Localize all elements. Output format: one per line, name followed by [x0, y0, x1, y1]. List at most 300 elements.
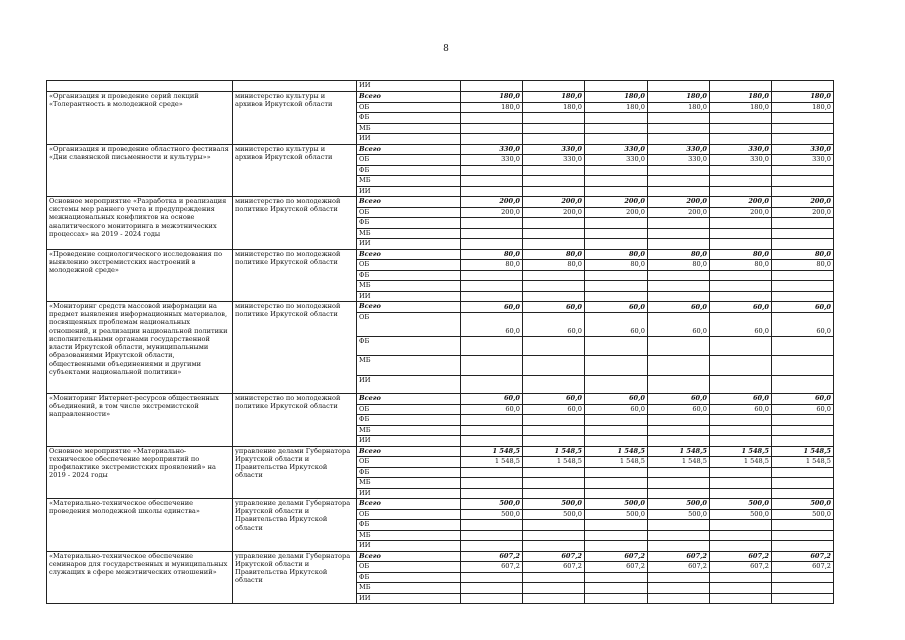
source-cell: ФБ — [357, 467, 461, 478]
value-cell: 330,0 — [648, 155, 710, 166]
value-cell — [461, 520, 523, 531]
value-cell — [648, 239, 710, 250]
value-cell — [648, 520, 710, 531]
value-cell — [648, 572, 710, 583]
value-cell: 607,2 — [585, 551, 648, 562]
value-cell — [648, 186, 710, 197]
value-cell: 60,0 — [648, 302, 710, 313]
value-cell — [648, 541, 710, 552]
value-cell — [523, 415, 585, 426]
table-row — [47, 499, 834, 510]
value-cell — [585, 113, 648, 124]
value-cell — [585, 218, 648, 229]
source-cell: МБ — [357, 583, 461, 594]
value-cell — [461, 81, 523, 92]
value-cell — [461, 572, 523, 583]
value-cell — [648, 165, 710, 176]
source-cell: МБ — [357, 228, 461, 239]
value-cell — [772, 336, 834, 355]
value-cell — [772, 375, 834, 394]
value-cell — [523, 530, 585, 541]
value-cell: 1 548,5 — [523, 457, 585, 468]
value-cell: 1 548,5 — [772, 457, 834, 468]
value-cell — [461, 467, 523, 478]
value-cell: 60,0 — [585, 404, 648, 415]
value-cell — [648, 123, 710, 134]
value-cell — [585, 530, 648, 541]
value-cell: 1 548,5 — [523, 446, 585, 457]
value-cell — [523, 593, 585, 604]
value-cell — [772, 113, 834, 124]
value-cell — [648, 228, 710, 239]
value-cell: 60,0 — [523, 404, 585, 415]
value-cell — [585, 134, 648, 145]
table-row — [47, 81, 834, 92]
value-cell: 500,0 — [523, 499, 585, 510]
source-cell: ФБ — [357, 218, 461, 229]
event-name-cell — [47, 81, 233, 92]
value-cell — [710, 176, 772, 187]
value-cell — [523, 436, 585, 447]
value-cell — [772, 520, 834, 531]
value-cell: 80,0 — [772, 260, 834, 271]
value-cell — [772, 281, 834, 292]
value-cell: 330,0 — [585, 155, 648, 166]
value-cell — [585, 488, 648, 499]
responsible-cell: управление делами Губернатора Иркутской области и Правительства Иркутской области — [233, 551, 357, 604]
value-cell — [461, 375, 523, 394]
value-cell — [461, 583, 523, 594]
value-cell — [585, 467, 648, 478]
value-cell — [772, 593, 834, 604]
value-cell: 330,0 — [648, 144, 710, 155]
responsible-cell: министерство культуры и архивов Иркутской области — [233, 92, 357, 145]
source-cell: ИИ — [357, 186, 461, 197]
source-cell: Всего — [357, 144, 461, 155]
value-cell: 330,0 — [772, 144, 834, 155]
source-cell: ФБ — [357, 520, 461, 531]
table-row — [47, 197, 834, 208]
value-cell: 1 548,5 — [710, 446, 772, 457]
value-cell: 60,0 — [710, 312, 772, 336]
table-row — [47, 551, 834, 562]
value-cell — [710, 81, 772, 92]
value-cell: 500,0 — [772, 499, 834, 510]
source-cell: МБ — [357, 530, 461, 541]
value-cell: 80,0 — [585, 260, 648, 271]
value-cell — [648, 530, 710, 541]
value-cell — [585, 415, 648, 426]
value-cell — [523, 270, 585, 281]
value-cell — [461, 176, 523, 187]
value-cell — [772, 583, 834, 594]
value-cell: 60,0 — [772, 312, 834, 336]
value-cell: 60,0 — [585, 312, 648, 336]
value-cell: 180,0 — [772, 102, 834, 113]
value-cell — [772, 218, 834, 229]
value-cell — [772, 123, 834, 134]
value-cell — [585, 239, 648, 250]
source-cell: ОБ — [357, 207, 461, 218]
value-cell: 60,0 — [585, 394, 648, 405]
value-cell: 200,0 — [461, 207, 523, 218]
value-cell: 200,0 — [648, 207, 710, 218]
value-cell — [585, 291, 648, 302]
value-cell: 60,0 — [523, 302, 585, 313]
responsible-cell: управление делами Губернатора Иркутской области и Правительства Иркутской области — [233, 446, 357, 499]
value-cell: 60,0 — [648, 312, 710, 336]
value-cell — [710, 415, 772, 426]
value-cell — [523, 291, 585, 302]
page-number: 8 — [443, 44, 449, 54]
event-name-cell: Основное мероприятие «Материально-техническое обеспечение мероприятий по профилактике экстремистских проявлений» на 2019 - 2024 годы — [47, 446, 233, 499]
value-cell — [648, 281, 710, 292]
value-cell — [585, 270, 648, 281]
value-cell — [523, 583, 585, 594]
value-cell: 60,0 — [585, 302, 648, 313]
value-cell: 330,0 — [523, 155, 585, 166]
source-cell: ФБ — [357, 336, 461, 355]
value-cell — [461, 291, 523, 302]
value-cell — [585, 228, 648, 239]
value-cell: 200,0 — [523, 207, 585, 218]
value-cell — [461, 541, 523, 552]
table-row — [47, 302, 834, 313]
value-cell — [648, 436, 710, 447]
value-cell — [523, 281, 585, 292]
value-cell — [523, 488, 585, 499]
value-cell: 500,0 — [585, 509, 648, 520]
value-cell: 180,0 — [710, 92, 772, 103]
value-cell — [461, 281, 523, 292]
source-cell: Всего — [357, 394, 461, 405]
value-cell: 200,0 — [772, 197, 834, 208]
table-row — [47, 394, 834, 405]
value-cell: 80,0 — [523, 249, 585, 260]
value-cell — [585, 165, 648, 176]
table-row — [47, 144, 834, 155]
value-cell — [523, 218, 585, 229]
value-cell — [772, 355, 834, 375]
value-cell — [461, 488, 523, 499]
source-cell: ОБ — [357, 260, 461, 271]
value-cell — [710, 488, 772, 499]
value-cell — [710, 355, 772, 375]
value-cell — [772, 425, 834, 436]
event-name-cell: «Материально-техническое обеспечение семинаров для государственных и муниципальных служащих в сфере межэтнических отношений» — [47, 551, 233, 604]
event-name-cell: «Проведение социологического исследования по выявлению экстремистских настроений в молодежной среде» — [47, 249, 233, 302]
value-cell — [648, 134, 710, 145]
value-cell — [772, 530, 834, 541]
value-cell — [523, 123, 585, 134]
value-cell: 80,0 — [710, 249, 772, 260]
value-cell: 60,0 — [772, 394, 834, 405]
source-cell: ИИ — [357, 134, 461, 145]
value-cell — [523, 186, 585, 197]
value-cell: 330,0 — [710, 155, 772, 166]
value-cell: 60,0 — [710, 302, 772, 313]
source-cell: ОБ — [357, 562, 461, 573]
value-cell — [523, 425, 585, 436]
value-cell: 200,0 — [772, 207, 834, 218]
value-cell — [710, 593, 772, 604]
value-cell — [461, 123, 523, 134]
value-cell: 180,0 — [461, 102, 523, 113]
value-cell — [710, 572, 772, 583]
value-cell — [648, 291, 710, 302]
value-cell: 500,0 — [710, 509, 772, 520]
value-cell: 60,0 — [772, 302, 834, 313]
value-cell: 607,2 — [585, 562, 648, 573]
value-cell — [710, 281, 772, 292]
value-cell — [461, 165, 523, 176]
value-cell — [648, 176, 710, 187]
value-cell: 60,0 — [523, 312, 585, 336]
source-cell: ИИ — [357, 593, 461, 604]
value-cell — [710, 336, 772, 355]
event-name-cell: Основное мероприятие «Разработка и реализация системы мер раннего учета и предупреждения межнациональных конфликтов на основе аналитического мониторинга в межэтнических процессах» на 2019 - 2024 годы — [47, 197, 233, 250]
value-cell — [648, 218, 710, 229]
value-cell — [461, 355, 523, 375]
value-cell: 500,0 — [710, 499, 772, 510]
value-cell — [523, 239, 585, 250]
value-cell: 80,0 — [772, 249, 834, 260]
value-cell: 1 548,5 — [585, 457, 648, 468]
value-cell: 500,0 — [772, 509, 834, 520]
source-cell: ОБ — [357, 312, 461, 336]
value-cell — [772, 467, 834, 478]
value-cell — [710, 530, 772, 541]
value-cell — [585, 593, 648, 604]
value-cell: 500,0 — [648, 499, 710, 510]
value-cell — [461, 113, 523, 124]
source-cell: ФБ — [357, 572, 461, 583]
value-cell — [523, 520, 585, 531]
event-name-cell: «Организация и проведение серий лекций «Толерантность в молодежной среде» — [47, 92, 233, 145]
value-cell — [648, 355, 710, 375]
value-cell — [710, 123, 772, 134]
source-cell: ОБ — [357, 457, 461, 468]
value-cell — [523, 228, 585, 239]
source-cell: ИИ — [357, 291, 461, 302]
value-cell — [585, 520, 648, 531]
value-cell — [710, 478, 772, 489]
value-cell: 607,2 — [772, 562, 834, 573]
value-cell: 180,0 — [585, 92, 648, 103]
value-cell: 60,0 — [461, 312, 523, 336]
value-cell — [523, 165, 585, 176]
value-cell: 1 548,5 — [772, 446, 834, 457]
value-cell: 330,0 — [461, 144, 523, 155]
source-cell: МБ — [357, 355, 461, 375]
table-row — [47, 446, 834, 457]
source-cell: ОБ — [357, 155, 461, 166]
value-cell — [585, 336, 648, 355]
source-cell: Всего — [357, 92, 461, 103]
value-cell — [710, 218, 772, 229]
value-cell: 200,0 — [523, 197, 585, 208]
value-cell: 60,0 — [523, 394, 585, 405]
value-cell: 500,0 — [461, 509, 523, 520]
source-cell: ФБ — [357, 415, 461, 426]
value-cell — [461, 478, 523, 489]
value-cell: 607,2 — [648, 551, 710, 562]
value-cell: 200,0 — [585, 207, 648, 218]
value-cell: 180,0 — [523, 92, 585, 103]
event-name-cell: «Организация и проведение областного фестиваля «Дни славянской письменности и культуры»» — [47, 144, 233, 197]
value-cell — [585, 583, 648, 594]
value-cell — [710, 375, 772, 394]
source-cell: ФБ — [357, 113, 461, 124]
value-cell — [710, 425, 772, 436]
value-cell: 180,0 — [461, 92, 523, 103]
funding-table — [46, 80, 834, 604]
source-cell: МБ — [357, 425, 461, 436]
value-cell — [523, 467, 585, 478]
value-cell — [585, 355, 648, 375]
value-cell — [585, 478, 648, 489]
value-cell — [648, 467, 710, 478]
responsible-cell: министерство по молодежной политике Иркутской области — [233, 302, 357, 394]
value-cell: 607,2 — [461, 562, 523, 573]
value-cell — [585, 425, 648, 436]
value-cell — [523, 478, 585, 489]
value-cell — [585, 176, 648, 187]
value-cell: 80,0 — [648, 249, 710, 260]
value-cell — [772, 415, 834, 426]
value-cell — [461, 530, 523, 541]
value-cell: 180,0 — [772, 92, 834, 103]
value-cell: 80,0 — [710, 260, 772, 271]
value-cell — [772, 165, 834, 176]
value-cell — [772, 81, 834, 92]
value-cell: 1 548,5 — [461, 446, 523, 457]
value-cell — [710, 228, 772, 239]
source-cell: МБ — [357, 478, 461, 489]
event-name-cell: «Мониторинг средств массовой информации на предмет выявления информационных материалов, посвященных проблемам национальных отношений, и реализации национальной политики исполнительными органами государственной власти Иркутской области, муниципальными образованиями Иркутской области, общественными объединениями и другими субъектами национальной политики» — [47, 302, 233, 394]
value-cell: 330,0 — [523, 144, 585, 155]
value-cell — [710, 291, 772, 302]
value-cell — [523, 336, 585, 355]
value-cell — [710, 113, 772, 124]
value-cell — [461, 228, 523, 239]
source-cell: Всего — [357, 551, 461, 562]
value-cell — [772, 239, 834, 250]
value-cell: 500,0 — [648, 509, 710, 520]
value-cell — [772, 488, 834, 499]
value-cell — [648, 375, 710, 394]
value-cell — [772, 186, 834, 197]
value-cell — [648, 425, 710, 436]
value-cell — [710, 583, 772, 594]
value-cell — [648, 270, 710, 281]
table-row — [47, 249, 834, 260]
event-name-cell: «Мониторинг Интернет-ресурсов общественных объединений, в том числе экстремистской направленности» — [47, 394, 233, 447]
value-cell — [523, 572, 585, 583]
value-cell: 80,0 — [461, 249, 523, 260]
value-cell — [523, 113, 585, 124]
value-cell — [648, 488, 710, 499]
value-cell — [523, 375, 585, 394]
value-cell: 330,0 — [585, 144, 648, 155]
value-cell: 1 548,5 — [648, 446, 710, 457]
value-cell — [461, 270, 523, 281]
value-cell: 180,0 — [648, 92, 710, 103]
value-cell: 180,0 — [585, 102, 648, 113]
source-cell: ИИ — [357, 541, 461, 552]
value-cell — [772, 176, 834, 187]
value-cell — [461, 336, 523, 355]
value-cell: 60,0 — [710, 394, 772, 405]
value-cell: 1 548,5 — [710, 457, 772, 468]
value-cell — [648, 478, 710, 489]
value-cell — [772, 572, 834, 583]
source-cell: МБ — [357, 123, 461, 134]
value-cell — [585, 123, 648, 134]
value-cell: 1 548,5 — [585, 446, 648, 457]
value-cell: 607,2 — [710, 551, 772, 562]
value-cell: 200,0 — [710, 207, 772, 218]
responsible-cell: министерство культуры и архивов Иркутской области — [233, 144, 357, 197]
value-cell: 330,0 — [461, 155, 523, 166]
value-cell: 80,0 — [585, 249, 648, 260]
value-cell: 607,2 — [772, 551, 834, 562]
source-cell: ОБ — [357, 509, 461, 520]
source-cell: ФБ — [357, 270, 461, 281]
value-cell — [710, 165, 772, 176]
value-cell: 60,0 — [461, 302, 523, 313]
source-cell: ФБ — [357, 165, 461, 176]
value-cell: 500,0 — [461, 499, 523, 510]
value-cell: 200,0 — [710, 197, 772, 208]
value-cell: 60,0 — [772, 404, 834, 415]
value-cell — [585, 281, 648, 292]
source-cell: ИИ — [357, 436, 461, 447]
value-cell: 60,0 — [710, 404, 772, 415]
value-cell — [585, 541, 648, 552]
value-cell — [710, 186, 772, 197]
value-cell — [772, 270, 834, 281]
value-cell: 607,2 — [648, 562, 710, 573]
value-cell — [461, 436, 523, 447]
value-cell — [461, 425, 523, 436]
value-cell: 80,0 — [461, 260, 523, 271]
value-cell — [585, 186, 648, 197]
value-cell: 80,0 — [523, 260, 585, 271]
source-cell: ИИ — [357, 488, 461, 499]
value-cell: 60,0 — [648, 404, 710, 415]
source-cell: Всего — [357, 499, 461, 510]
value-cell — [523, 355, 585, 375]
value-cell: 200,0 — [461, 197, 523, 208]
value-cell — [648, 415, 710, 426]
value-cell — [648, 583, 710, 594]
value-cell — [523, 541, 585, 552]
value-cell — [585, 572, 648, 583]
value-cell — [523, 176, 585, 187]
value-cell — [710, 541, 772, 552]
value-cell: 200,0 — [585, 197, 648, 208]
value-cell — [772, 291, 834, 302]
value-cell — [461, 415, 523, 426]
value-cell: 1 548,5 — [648, 457, 710, 468]
value-cell: 330,0 — [710, 144, 772, 155]
source-cell: Всего — [357, 446, 461, 457]
source-cell: ОБ — [357, 404, 461, 415]
value-cell: 80,0 — [648, 260, 710, 271]
source-cell: ИИ — [357, 375, 461, 394]
value-cell: 607,2 — [523, 562, 585, 573]
